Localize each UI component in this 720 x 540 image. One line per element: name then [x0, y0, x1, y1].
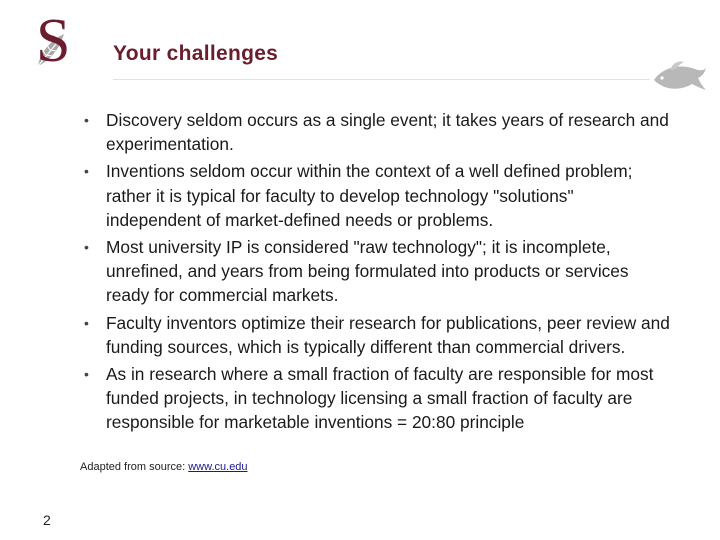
bullet-item	[80, 311, 670, 359]
page-number: 2	[43, 512, 51, 528]
title-divider	[113, 79, 650, 80]
bullet-text: Inventions seldom occur within the context of a well defined problem; rather it is typical for faculty to develop technology "solutions" independent of market-defined needs or problems.	[106, 161, 633, 230]
bullet-item	[80, 235, 670, 308]
bullet-text: Discovery seldom occurs as a single event; it takes years of research and experimentation.	[106, 110, 669, 155]
source-note	[80, 461, 248, 473]
source-prefix: Adapted from source:	[80, 461, 189, 473]
bullet-dot: •	[84, 163, 89, 180]
source-link[interactable]: www.cu.edu	[188, 461, 248, 473]
logo	[34, 7, 84, 75]
bullet-item	[80, 362, 670, 435]
bullet-dot: •	[84, 314, 89, 331]
page-title: Your challenges	[113, 42, 279, 65]
bullet-dot: •	[84, 366, 89, 383]
bullet-item	[80, 108, 670, 156]
bullet-dot: •	[84, 239, 89, 256]
bullet-text: Faculty inventors optimize their research for publications, peer review and funding sources, which is typically different than commercial drivers.	[106, 312, 670, 357]
bullet-item	[80, 159, 670, 232]
fish-icon	[652, 58, 708, 96]
bullet-text: Most university IP is considered "raw technology"; it is incomplete, unrefined, and years from being formulated into products or services ready for commercial markets.	[106, 237, 629, 306]
bullet-dot: •	[84, 112, 89, 128]
bullet-text: As in research where a small fraction of faculty are responsible for most funded projects, in technology licensing a small fraction of faculty are responsible for marketable inventions = 20:80 principle	[106, 364, 654, 433]
bullet-list	[80, 108, 670, 438]
logo-letter: S	[36, 7, 71, 75]
